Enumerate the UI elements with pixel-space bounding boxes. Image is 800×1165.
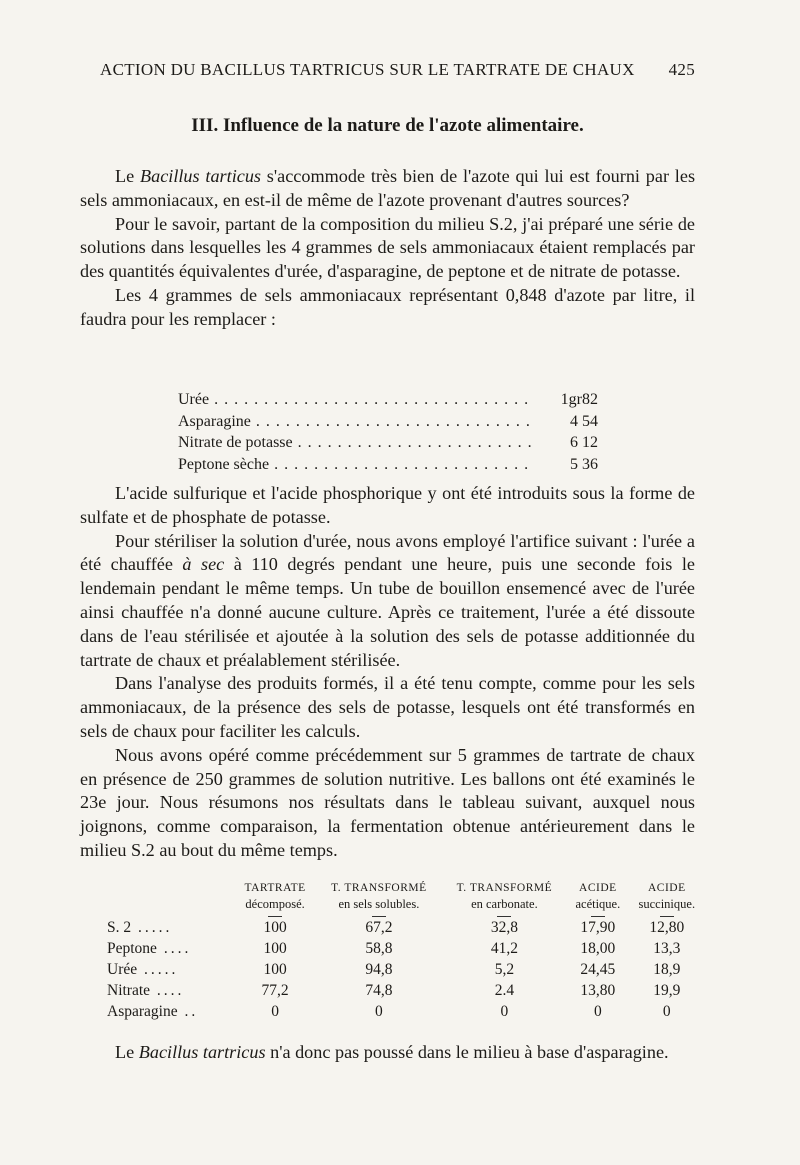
equivalent-label: Nitrate de potasse — [178, 434, 293, 451]
paragraph-1-text-a: Le — [115, 166, 140, 186]
paragraph-7: Nous avons opéré comme précédemment sur 5 grammes de tartrate de chaux en présence de 250 grammes de solution nutritive. Les ballons ont été examinés le 23e jour. Nous résumons nos résultats dans le tableau suivant, auxquel nous joignons, comme comparaison, la fermentation obtenue antérieurement dans le milieu S.2 au bout du même temps. — [80, 744, 695, 860]
table-cell: 18,9 — [653, 961, 681, 978]
equivalent-label: Urée — [178, 391, 210, 408]
paragraph-8-italic: Bacillus tartricus — [138, 1042, 266, 1062]
dot-leader — [178, 432, 533, 454]
dot-leader — [178, 454, 533, 476]
row-label-cell — [105, 959, 234, 980]
text-block-intro — [80, 165, 695, 332]
paragraph-8 — [80, 1041, 695, 1065]
column-header-line2: en carbonate. — [471, 897, 538, 911]
paragraph-1-text-b: s'accommode très bien de l'azote qui lui est fourni par les sels ammoniacaux, en est-il de même de l'azote provenant d'autres sources? — [80, 166, 696, 210]
table-corner — [105, 880, 234, 917]
column-header-line2: succinique. — [638, 897, 696, 911]
equivalent-value: 1gr82 — [560, 391, 598, 408]
column-header-line1: ACIDE — [579, 882, 617, 894]
table-cell: 94,8 — [365, 961, 393, 978]
row-label-cell — [105, 938, 234, 959]
row-label: Asparagine — [107, 1003, 178, 1020]
paragraph-5-text-b: à 110 degrés pendant une heure, puis une seconde fois le lendemain pendant le même temps. Un tube de bouillon ensemencé avec de l'urée ainsi chauffée n'a donné aucune culture. Après ce traitement, l'urée a été dissoute dans de l'eau stérilisée et ajoutée à la solution des sels de potasse additionnée du tartrate de chaux et préalablement stérilisée. — [80, 554, 695, 670]
table-header-row — [105, 880, 705, 917]
table-cell: 67,2 — [365, 919, 393, 936]
equivalent-label: Asparagine — [178, 412, 251, 430]
table-cell: 13,3 — [653, 940, 681, 957]
column-header-line2: en sels solubles. — [338, 897, 420, 911]
table-cell: 100 — [263, 961, 287, 978]
column-header-line2: acétique. — [575, 897, 621, 911]
table-cell: 2.4 — [494, 982, 515, 999]
paragraph-1-italic: Bacillus tarticus — [140, 166, 261, 186]
paragraph-6: Dans l'analyse des produits formés, il a été tenu compte, comme pour les sels ammoniacaux, de la présence des sels de potasse, lesquels ont été transformés en sels de chaux pour faciliter les calculs. — [80, 673, 695, 741]
table-row — [105, 1001, 705, 1022]
row-label-cell — [105, 917, 234, 938]
paragraph-2: Pour le savoir, partant de la composition du milieu S.2, j'ai préparé une série de solutions dans lesquelles les 4 grammes de sels ammoniacaux étaient remplacés par des quantités équivalentes d'urée, d'asparagine, de peptone et de nitrate de potasse. — [80, 213, 695, 282]
table-cell: 12,80 — [649, 919, 685, 936]
column-header-line2: décomposé. — [245, 897, 305, 911]
column-header-line1: ACIDE — [647, 882, 686, 894]
paragraph-5-italic: à sec — [182, 554, 225, 575]
table-cell: 19,9 — [653, 982, 681, 999]
row-label: Urée — [107, 961, 138, 978]
row-leader: ..... — [137, 961, 179, 978]
row-leader: .. — [177, 1003, 199, 1020]
paragraph-3: Les 4 grammes de sels ammoniacaux représentant 0,848 d'azote par litre, il faudra pour les remplacer : — [80, 284, 695, 329]
equivalent-row — [178, 411, 598, 433]
table-cell: 18,00 — [580, 940, 616, 957]
table-cell: 77,2 — [261, 982, 289, 999]
table-cell: 0 — [271, 1003, 279, 1020]
equivalents-list — [178, 389, 598, 475]
equivalent-row — [178, 432, 598, 454]
table-row — [105, 938, 705, 959]
table-row — [105, 917, 705, 938]
column-header — [567, 880, 628, 917]
paragraph-8-text-b: n'a donc pas poussé dans le milieu à base d'asparagine. — [265, 1042, 669, 1062]
table-cell: 41,2 — [490, 940, 518, 957]
table-cell: 0 — [500, 1003, 509, 1020]
table-cell: 100 — [263, 919, 287, 936]
table-cell: 32,8 — [490, 919, 518, 936]
text-block-conclusion — [80, 1041, 695, 1065]
row-label: S. 2 — [107, 919, 132, 936]
equivalent-value: 6 12 — [570, 434, 598, 451]
column-header — [316, 880, 441, 917]
paragraph-5-text-a: Pour stériliser la solution d'urée, nous avons employé l'artifice suivant : l'urée a été chauffée — [80, 530, 695, 575]
column-header — [234, 880, 316, 917]
equivalent-value: 4 54 — [570, 412, 598, 430]
row-label: Nitrate — [107, 982, 151, 999]
text-block-method — [80, 482, 695, 863]
column-header-line1: T. TRANSFORMÉ — [331, 882, 427, 894]
column-header — [442, 880, 567, 917]
dot-leader — [178, 411, 533, 433]
table-row — [105, 980, 705, 1001]
equivalent-value: 5 36 — [570, 455, 598, 473]
equivalent-row — [178, 454, 598, 476]
row-leader: .... — [150, 982, 185, 999]
column-header — [629, 880, 705, 917]
table-cell: 0 — [593, 1003, 602, 1020]
results-table — [105, 880, 705, 1022]
running-title: ACTION DU BACILLUS TARTRICUS SUR LE TARTRATE DE CHAUX — [100, 60, 635, 79]
paragraph-4: L'acide sulfurique et l'acide phosphorique y ont été introduits sous la forme de sulfate et de phosphate de potasse. — [80, 483, 695, 527]
table-cell: 17,90 — [580, 919, 616, 936]
table-cell: 0 — [375, 1003, 383, 1020]
page-number: 425 — [668, 60, 695, 79]
dot-leader — [178, 389, 533, 411]
paragraph-8-text-a: Le — [115, 1042, 139, 1062]
row-leader: .... — [156, 940, 192, 957]
table-cell: 58,8 — [365, 940, 393, 957]
table-row — [105, 959, 705, 980]
row-label-cell — [105, 1001, 234, 1022]
table-cell: 74,8 — [365, 982, 393, 999]
table-cell: 13,80 — [580, 982, 616, 999]
equivalent-row — [178, 389, 598, 411]
paragraph-1 — [80, 165, 695, 213]
running-head — [100, 60, 695, 80]
row-label-cell — [105, 980, 234, 1001]
row-leader: ..... — [131, 919, 173, 936]
table-cell: 5,2 — [494, 961, 515, 978]
equivalent-label: Peptone sèche — [178, 455, 270, 473]
paragraph-5 — [80, 530, 695, 673]
table-cell: 100 — [263, 940, 287, 957]
row-label: Peptone — [107, 940, 157, 957]
table-cell: 0 — [662, 1003, 671, 1020]
column-header-line1: T. TRANSFORMÉ — [456, 882, 553, 894]
section-title: III. Influence de la nature de l'azote alimentaire. — [191, 115, 584, 136]
table-cell: 24,45 — [580, 961, 616, 978]
column-header-line1: TARTRATE — [244, 882, 306, 894]
